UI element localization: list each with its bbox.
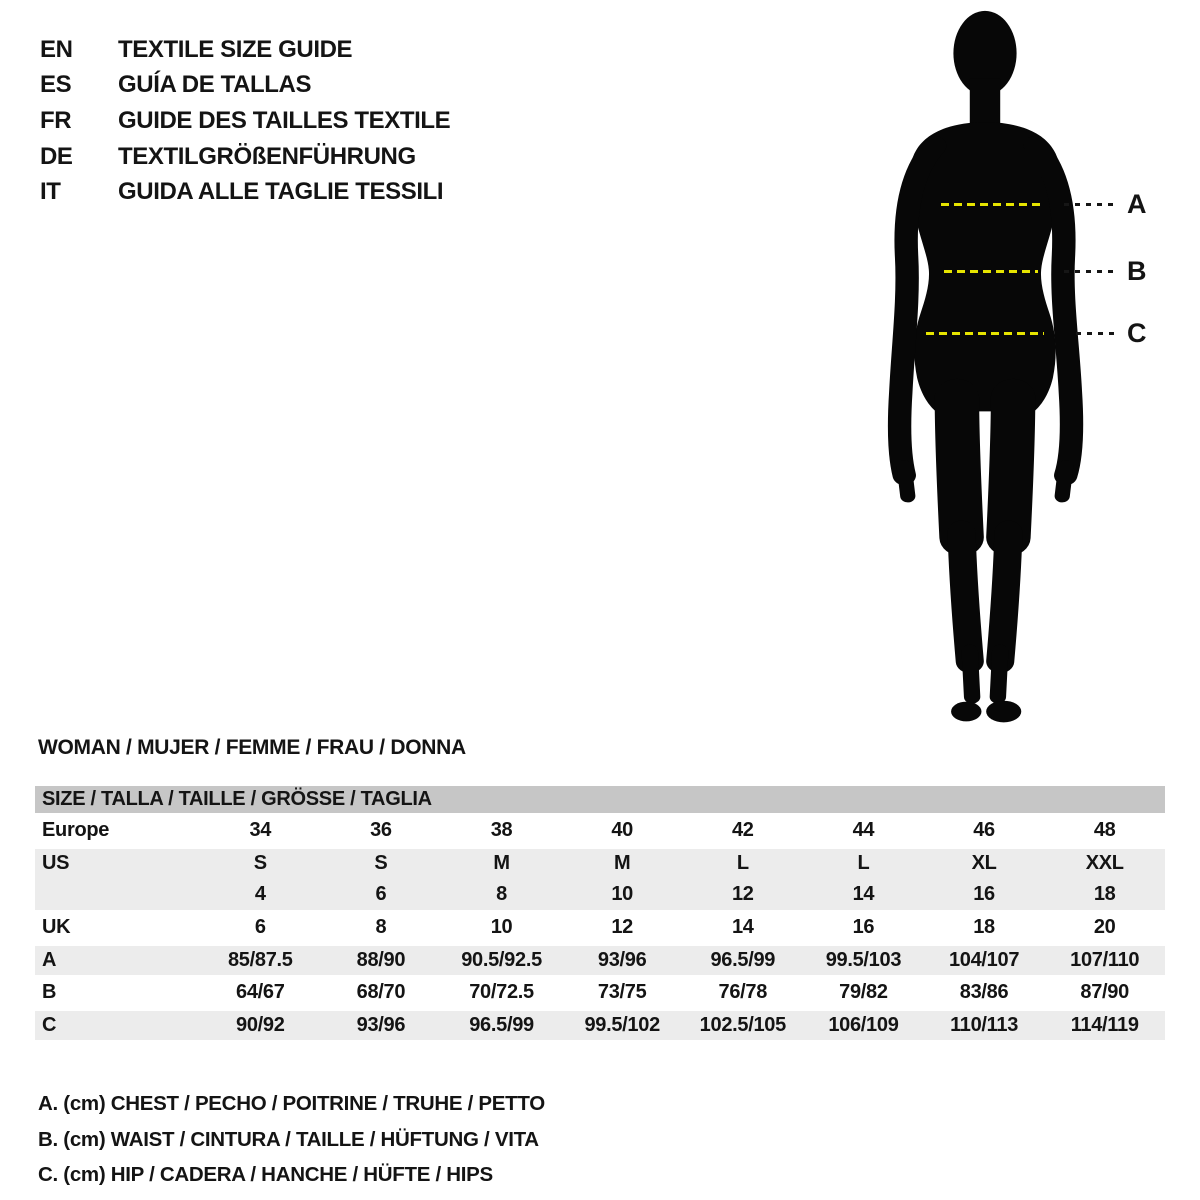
language-code: EN: [40, 35, 73, 63]
woman-silhouette: [868, 6, 1102, 744]
language-row: [40, 103, 450, 139]
size-value: 38: [490, 818, 513, 841]
size-value: 90/92: [236, 1013, 285, 1036]
row-label: B: [42, 981, 57, 1004]
size-value: 107/110: [1070, 948, 1140, 971]
size-value: 10: [611, 882, 634, 905]
size-value: XXL: [1085, 852, 1124, 875]
legend-line: A. (cm) CHEST / PECHO / POITRINE / TRUHE / PETTO: [38, 1092, 545, 1115]
language-row: [40, 32, 450, 68]
size-value: 8: [375, 916, 387, 939]
size-value: 99.5/102: [584, 1013, 660, 1036]
size-value: 110/113: [950, 1013, 1019, 1036]
row-label: A: [42, 948, 57, 971]
row-label: UK: [42, 916, 71, 939]
table-row: [35, 814, 1165, 847]
waist-measure-dashes: [944, 270, 1038, 273]
size-value: 14: [852, 882, 875, 905]
size-value: 90.5/92.5: [461, 948, 542, 971]
size-value: 93/96: [597, 948, 647, 971]
row-label: Europe: [42, 818, 110, 841]
size-table-rows: [35, 814, 1165, 1042]
size-value: 99.5/103: [825, 948, 902, 971]
size-value: 79/82: [839, 981, 888, 1004]
size-value: 64/67: [236, 981, 285, 1004]
row-label: C: [42, 1013, 57, 1036]
size-value: 87/90: [1080, 981, 1129, 1004]
size-value: 96.5/99: [710, 948, 776, 971]
waist-measure-leader: [1064, 270, 1114, 273]
table-row: [35, 912, 1165, 945]
size-value: 16: [852, 916, 875, 939]
language-row: [40, 139, 450, 175]
hip-measure-leader: [1076, 332, 1114, 335]
language-code: FR: [40, 106, 72, 134]
size-value: 36: [370, 818, 392, 841]
size-value: L: [857, 852, 870, 875]
size-value: M: [493, 852, 510, 875]
table-row: [35, 1009, 1165, 1042]
chest-measure-label: A: [1127, 189, 1147, 219]
size-value: 40: [611, 818, 634, 841]
waist-measure-label: B: [1127, 256, 1147, 286]
size-value: 76/78: [718, 981, 768, 1004]
size-table-header: SIZE / TALLA / TAILLE / GRÖSSE / TAGLIA: [35, 786, 1165, 813]
size-value: 73/75: [597, 981, 647, 1004]
size-value: 6: [375, 882, 387, 905]
language-code: ES: [40, 71, 72, 99]
language-label: GUÍA DE TALLAS: [118, 71, 312, 99]
size-value: 18: [973, 916, 995, 939]
size-value: 34: [249, 818, 272, 841]
legend-line: C. (cm) HIP / CADERA / HANCHE / HÜFTE / HIPS: [38, 1163, 493, 1186]
table-row: [35, 977, 1165, 1010]
language-label: TEXTILGRÖßENFÜHRUNG: [118, 142, 416, 170]
size-value: 83/86: [959, 981, 1009, 1004]
hip-measure-label: C: [1127, 318, 1147, 348]
chest-measure-dashes: [941, 203, 1041, 206]
size-value: 12: [611, 916, 634, 939]
size-value: L: [736, 852, 749, 875]
chest-measure-leader: [1064, 203, 1114, 206]
size-table: [35, 786, 1165, 1042]
size-value: 68/70: [356, 981, 406, 1004]
language-code: IT: [40, 178, 61, 206]
size-value: 85/87.5: [227, 948, 293, 971]
size-value: S: [253, 852, 267, 875]
language-list: [40, 32, 450, 210]
size-value: 88/90: [356, 948, 406, 971]
legend-line: B. (cm) WAIST / CINTURA / TAILLE / HÜFTUNG / VITA: [38, 1127, 539, 1151]
size-value: 10: [490, 916, 513, 939]
legend: [38, 1086, 545, 1193]
size-value: 93/96: [356, 1013, 406, 1036]
size-value: 48: [1093, 818, 1116, 841]
size-value: XL: [971, 852, 997, 875]
language-label: TEXTILE SIZE GUIDE: [118, 35, 353, 63]
size-value: 16: [973, 882, 995, 905]
table-row: [35, 944, 1165, 977]
size-value: 70/72.5: [469, 981, 534, 1004]
size-value: 42: [731, 818, 754, 841]
row-label: US: [42, 852, 70, 875]
size-value: S: [374, 852, 388, 875]
size-value: 4: [254, 882, 266, 905]
hip-measure-dashes: [926, 332, 1044, 335]
size-value: 6: [254, 916, 266, 939]
size-value: 102.5/105: [699, 1013, 786, 1036]
language-row: [40, 174, 450, 210]
size-value: 12: [731, 882, 754, 905]
table-row: [35, 847, 1165, 880]
size-value: 8: [496, 882, 507, 905]
size-value: 106/109: [828, 1013, 899, 1036]
size-value: 14: [731, 916, 754, 939]
table-row: [35, 879, 1165, 912]
size-value: 104/107: [948, 948, 1020, 971]
size-value: 44: [852, 818, 875, 841]
language-row: [40, 68, 450, 104]
size-value: 18: [1093, 882, 1116, 905]
size-value: 96.5/99: [469, 1013, 534, 1036]
language-code: DE: [40, 142, 73, 170]
size-value: M: [614, 852, 631, 875]
size-value: 46: [973, 818, 995, 841]
section-title: WOMAN / MUJER / FEMME / FRAU / DONNA: [38, 736, 466, 759]
size-value: 20: [1093, 916, 1116, 939]
size-value: 114/119: [1070, 1013, 1139, 1036]
language-label: GUIDA ALLE TAGLIE TESSILI: [118, 178, 444, 206]
language-label: GUIDE DES TAILLES TEXTILE: [118, 106, 451, 134]
